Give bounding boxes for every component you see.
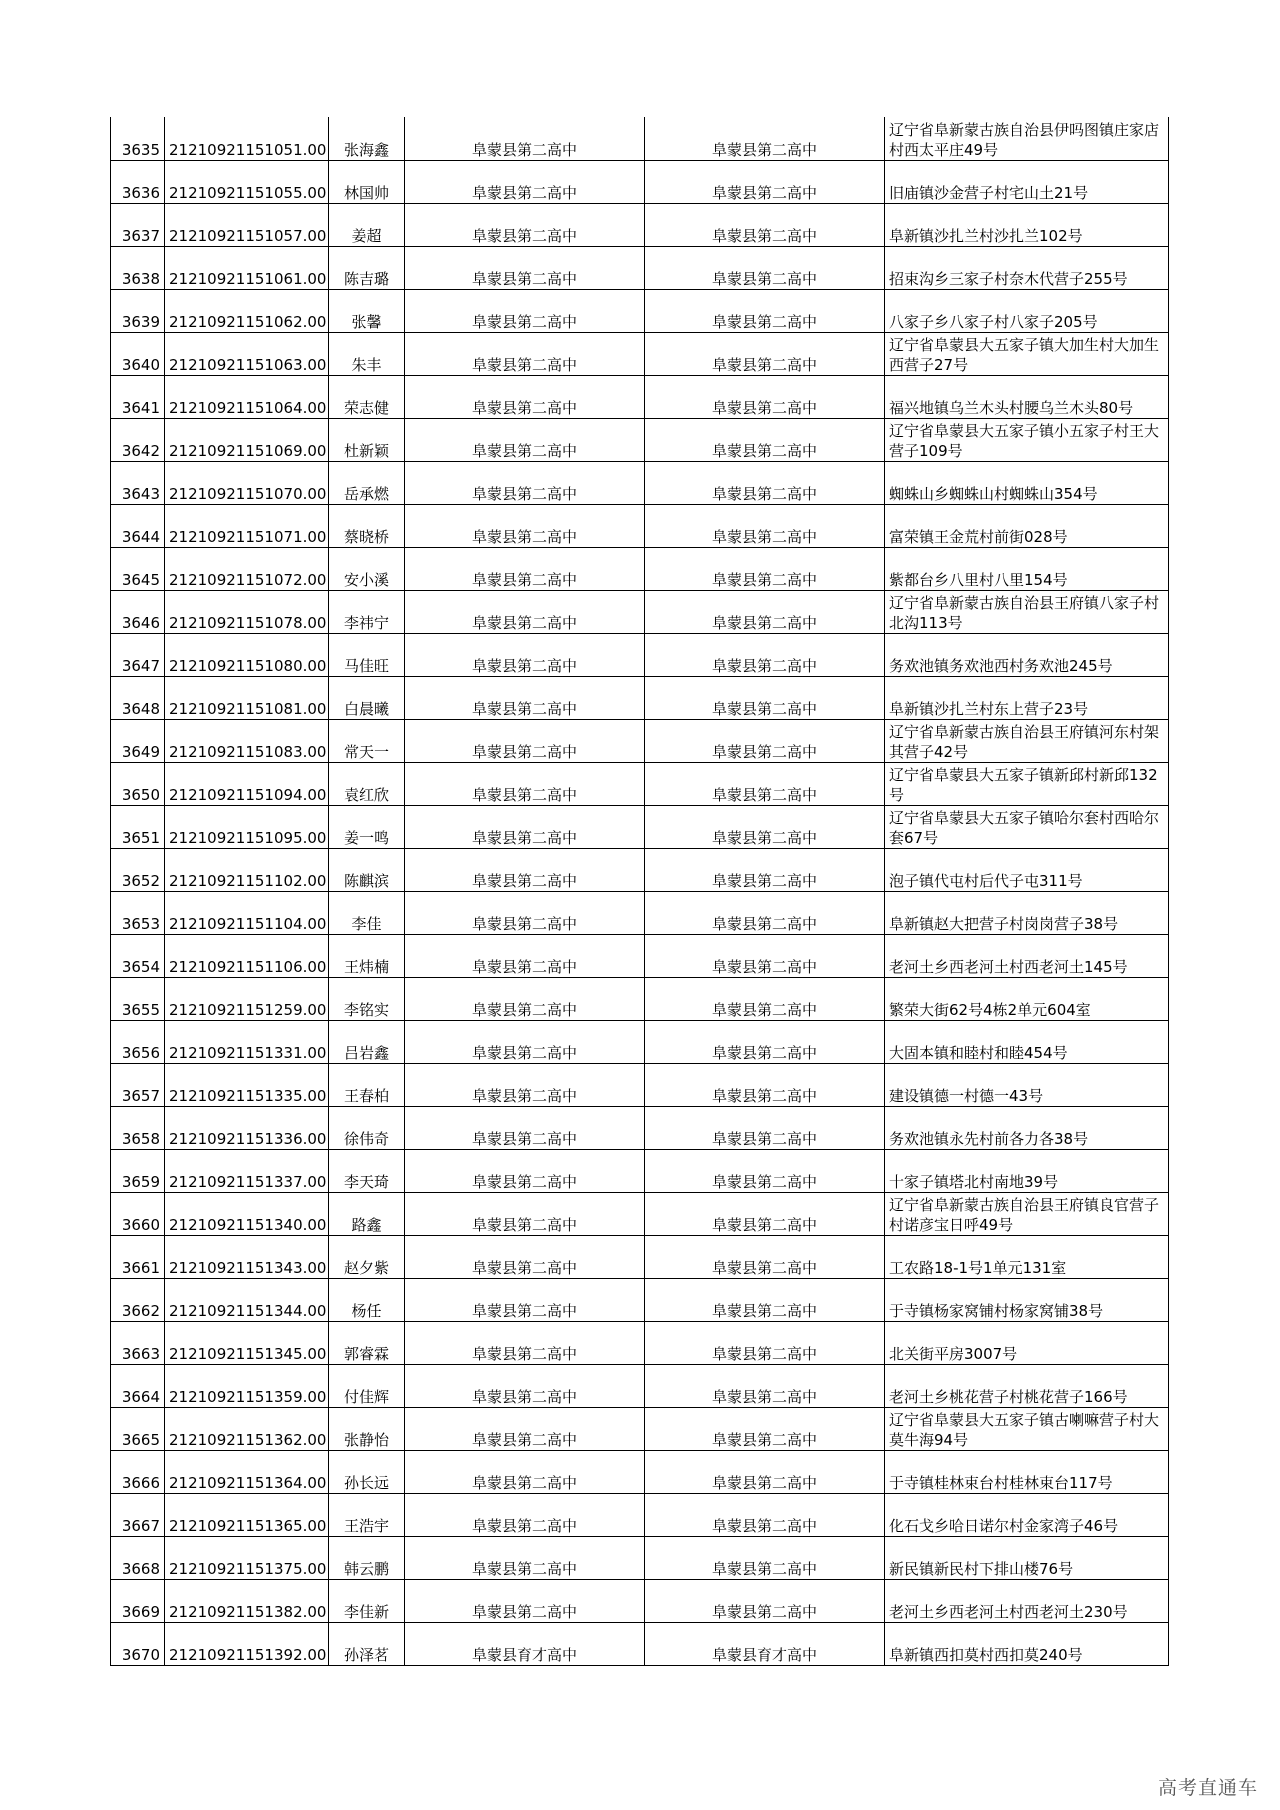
table-row: [111, 203, 1169, 246]
exam-id-cell: 21210921151069.00: [165, 418, 329, 461]
school-name-cell: 阜蒙县第二高中: [405, 719, 645, 762]
home-address-cell: 北关街平房3007号: [885, 1321, 1169, 1364]
student-name-cell: 王炜楠: [329, 934, 405, 977]
unit-name-cell: 阜蒙县第二高中: [645, 547, 885, 590]
home-address-cell: 辽宁省阜蒙县大五家子镇新邱村新邱132号: [885, 762, 1169, 805]
table-row: [111, 1149, 1169, 1192]
unit-name-cell: 阜蒙县第二高中: [645, 1493, 885, 1536]
unit-name-cell: 阜蒙县第二高中: [645, 1149, 885, 1192]
home-address-cell: 老河土乡西老河土村西老河土230号: [885, 1579, 1169, 1622]
watermark-text: 高考直通车: [1157, 1777, 1258, 1799]
exam-id-cell: 21210921151362.00: [165, 1407, 329, 1450]
exam-id-cell: 21210921151365.00: [165, 1493, 329, 1536]
home-address-cell: 于寺镇杨家窝铺村杨家窝铺38号: [885, 1278, 1169, 1321]
row-number-cell: 3664: [111, 1364, 165, 1407]
unit-name-cell: 阜蒙县第二高中: [645, 762, 885, 805]
home-address-cell: 务欢池镇永先村前各力各38号: [885, 1106, 1169, 1149]
row-number-cell: 3638: [111, 246, 165, 289]
school-name-cell: 阜蒙县第二高中: [405, 676, 645, 719]
student-name-cell: 常天一: [329, 719, 405, 762]
home-address-cell: 福兴地镇乌兰木头村腰乌兰木头80号: [885, 375, 1169, 418]
unit-name-cell: 阜蒙县第二高中: [645, 1450, 885, 1493]
school-name-cell: 阜蒙县第二高中: [405, 246, 645, 289]
student-name-cell: 袁红欣: [329, 762, 405, 805]
school-name-cell: 阜蒙县第二高中: [405, 160, 645, 203]
school-name-cell: 阜蒙县第二高中: [405, 203, 645, 246]
student-name-cell: 岳承燃: [329, 461, 405, 504]
student-name-cell: 路鑫: [329, 1192, 405, 1235]
home-address-cell: 辽宁省阜蒙县大五家子镇古喇嘛营子村大莫牛海94号: [885, 1407, 1169, 1450]
unit-name-cell: 阜蒙县第二高中: [645, 805, 885, 848]
unit-name-cell: 阜蒙县第二高中: [645, 1278, 885, 1321]
school-name-cell: 阜蒙县第二高中: [405, 1579, 645, 1622]
school-name-cell: 阜蒙县第二高中: [405, 1063, 645, 1106]
home-address-cell: 阜新镇沙扎兰村沙扎兰102号: [885, 203, 1169, 246]
row-number-cell: 3637: [111, 203, 165, 246]
row-number-cell: 3642: [111, 418, 165, 461]
row-number-cell: 3645: [111, 547, 165, 590]
school-name-cell: 阜蒙县第二高中: [405, 375, 645, 418]
table-row: [111, 1192, 1169, 1235]
unit-name-cell: 阜蒙县第二高中: [645, 461, 885, 504]
unit-name-cell: 阜蒙县第二高中: [645, 1407, 885, 1450]
unit-name-cell: 阜蒙县第二高中: [645, 1106, 885, 1149]
exam-id-cell: 21210921151345.00: [165, 1321, 329, 1364]
table-row: [111, 1407, 1169, 1450]
school-name-cell: 阜蒙县第二高中: [405, 934, 645, 977]
home-address-cell: 新民镇新民村下排山楼76号: [885, 1536, 1169, 1579]
school-name-cell: 阜蒙县第二高中: [405, 504, 645, 547]
student-name-cell: 张静怡: [329, 1407, 405, 1450]
student-name-cell: 安小溪: [329, 547, 405, 590]
student-name-cell: 姜超: [329, 203, 405, 246]
home-address-cell: 辽宁省阜新蒙古族自治县王府镇八家子村北沟113号: [885, 590, 1169, 633]
row-number-cell: 3648: [111, 676, 165, 719]
row-number-cell: 3658: [111, 1106, 165, 1149]
student-name-cell: 李天琦: [329, 1149, 405, 1192]
row-number-cell: 3662: [111, 1278, 165, 1321]
row-number-cell: 3657: [111, 1063, 165, 1106]
student-name-cell: 孙泽茗: [329, 1622, 405, 1665]
exam-id-cell: 21210921151063.00: [165, 332, 329, 375]
student-name-cell: 陈吉璐: [329, 246, 405, 289]
student-name-cell: 王浩宇: [329, 1493, 405, 1536]
table-row: [111, 504, 1169, 547]
school-name-cell: 阜蒙县第二高中: [405, 1321, 645, 1364]
school-name-cell: 阜蒙县第二高中: [405, 461, 645, 504]
student-name-cell: 杜新颖: [329, 418, 405, 461]
exam-id-cell: 21210921151095.00: [165, 805, 329, 848]
table-row: [111, 1364, 1169, 1407]
home-address-cell: 务欢池镇务欢池西村务欢池245号: [885, 633, 1169, 676]
exam-id-cell: 21210921151382.00: [165, 1579, 329, 1622]
exam-id-cell: 21210921151072.00: [165, 547, 329, 590]
school-name-cell: 阜蒙县第二高中: [405, 762, 645, 805]
row-number-cell: 3646: [111, 590, 165, 633]
exam-id-cell: 21210921151080.00: [165, 633, 329, 676]
exam-id-cell: 21210921151259.00: [165, 977, 329, 1020]
table-row: [111, 805, 1169, 848]
row-number-cell: 3670: [111, 1622, 165, 1665]
row-number-cell: 3640: [111, 332, 165, 375]
home-address-cell: 工农路18-1号1单元131室: [885, 1235, 1169, 1278]
table-row: [111, 1235, 1169, 1278]
table-row: [111, 719, 1169, 762]
school-name-cell: 阜蒙县第二高中: [405, 1278, 645, 1321]
school-name-cell: 阜蒙县第二高中: [405, 418, 645, 461]
row-number-cell: 3650: [111, 762, 165, 805]
row-number-cell: 3669: [111, 1579, 165, 1622]
exam-id-cell: 21210921151078.00: [165, 590, 329, 633]
school-name-cell: 阜蒙县第二高中: [405, 547, 645, 590]
unit-name-cell: 阜蒙县第二高中: [645, 590, 885, 633]
school-name-cell: 阜蒙县第二高中: [405, 332, 645, 375]
exam-id-cell: 21210921151331.00: [165, 1020, 329, 1063]
student-name-cell: 王春柏: [329, 1063, 405, 1106]
school-name-cell: 阜蒙县第二高中: [405, 1235, 645, 1278]
table-row: [111, 676, 1169, 719]
exam-id-cell: 21210921151337.00: [165, 1149, 329, 1192]
exam-id-cell: 21210921151340.00: [165, 1192, 329, 1235]
exam-id-cell: 21210921151057.00: [165, 203, 329, 246]
home-address-cell: 旧庙镇沙金营子村宅山土21号: [885, 160, 1169, 203]
student-name-cell: 杨任: [329, 1278, 405, 1321]
school-name-cell: 阜蒙县第二高中: [405, 805, 645, 848]
row-number-cell: 3643: [111, 461, 165, 504]
school-name-cell: 阜蒙县育才高中: [405, 1622, 645, 1665]
student-name-cell: 朱丰: [329, 332, 405, 375]
student-name-cell: 李佳: [329, 891, 405, 934]
school-name-cell: 阜蒙县第二高中: [405, 1106, 645, 1149]
home-address-cell: 十家子镇塔北村南地39号: [885, 1149, 1169, 1192]
student-name-cell: 孙长远: [329, 1450, 405, 1493]
school-name-cell: 阜蒙县第二高中: [405, 1536, 645, 1579]
unit-name-cell: 阜蒙县第二高中: [645, 504, 885, 547]
unit-name-cell: 阜蒙县第二高中: [645, 848, 885, 891]
exam-id-cell: 21210921151392.00: [165, 1622, 329, 1665]
unit-name-cell: 阜蒙县第二高中: [645, 1536, 885, 1579]
home-address-cell: 招束沟乡三家子村奈木代营子255号: [885, 246, 1169, 289]
home-address-cell: 泡子镇代屯村后代子屯311号: [885, 848, 1169, 891]
home-address-cell: 大固本镇和睦村和睦454号: [885, 1020, 1169, 1063]
row-number-cell: 3661: [111, 1235, 165, 1278]
school-name-cell: 阜蒙县第二高中: [405, 1493, 645, 1536]
exam-id-cell: 21210921151335.00: [165, 1063, 329, 1106]
school-name-cell: 阜蒙县第二高中: [405, 891, 645, 934]
student-name-cell: 郭睿霖: [329, 1321, 405, 1364]
table-row: [111, 1493, 1169, 1536]
unit-name-cell: 阜蒙县第二高中: [645, 246, 885, 289]
home-address-cell: 阜新镇西扣莫村西扣莫240号: [885, 1622, 1169, 1665]
home-address-cell: 辽宁省阜新蒙古族自治县王府镇良官营子村诺彦宝日呼49号: [885, 1192, 1169, 1235]
school-name-cell: 阜蒙县第二高中: [405, 848, 645, 891]
row-number-cell: 3655: [111, 977, 165, 1020]
school-name-cell: 阜蒙县第二高中: [405, 1020, 645, 1063]
unit-name-cell: 阜蒙县第二高中: [645, 719, 885, 762]
school-name-cell: 阜蒙县第二高中: [405, 289, 645, 332]
unit-name-cell: 阜蒙县第二高中: [645, 332, 885, 375]
row-number-cell: 3639: [111, 289, 165, 332]
home-address-cell: 老河土乡桃花营子村桃花营子166号: [885, 1364, 1169, 1407]
home-address-cell: 阜新镇沙扎兰村东上营子23号: [885, 676, 1169, 719]
table-row: [111, 1450, 1169, 1493]
table-row: [111, 891, 1169, 934]
table-row: [111, 1536, 1169, 1579]
row-number-cell: 3652: [111, 848, 165, 891]
table-row: [111, 1106, 1169, 1149]
student-name-cell: 李佳新: [329, 1579, 405, 1622]
student-name-cell: 付佳辉: [329, 1364, 405, 1407]
student-name-cell: 赵夕紫: [329, 1235, 405, 1278]
home-address-cell: 化石戈乡哈日诺尔村金家湾子46号: [885, 1493, 1169, 1536]
student-name-cell: 林国帅: [329, 160, 405, 203]
school-name-cell: 阜蒙县第二高中: [405, 117, 645, 160]
table-row: [111, 590, 1169, 633]
unit-name-cell: 阜蒙县第二高中: [645, 160, 885, 203]
unit-name-cell: 阜蒙县第二高中: [645, 117, 885, 160]
home-address-cell: 于寺镇桂林束台村桂林束台117号: [885, 1450, 1169, 1493]
table-row: [111, 375, 1169, 418]
unit-name-cell: 阜蒙县第二高中: [645, 934, 885, 977]
table-row: [111, 246, 1169, 289]
table-row: [111, 848, 1169, 891]
school-name-cell: 阜蒙县第二高中: [405, 590, 645, 633]
student-name-cell: 姜一鸣: [329, 805, 405, 848]
home-address-cell: 八家子乡八家子村八家子205号: [885, 289, 1169, 332]
unit-name-cell: 阜蒙县第二高中: [645, 633, 885, 676]
row-number-cell: 3659: [111, 1149, 165, 1192]
school-name-cell: 阜蒙县第二高中: [405, 633, 645, 676]
row-number-cell: 3635: [111, 117, 165, 160]
unit-name-cell: 阜蒙县第二高中: [645, 1063, 885, 1106]
row-number-cell: 3651: [111, 805, 165, 848]
home-address-cell: 老河土乡西老河土村西老河土145号: [885, 934, 1169, 977]
row-number-cell: 3641: [111, 375, 165, 418]
unit-name-cell: 阜蒙县第二高中: [645, 1020, 885, 1063]
home-address-cell: 辽宁省阜新蒙古族自治县伊吗图镇庄家店村西太平庄49号: [885, 117, 1169, 160]
row-number-cell: 3666: [111, 1450, 165, 1493]
table-row: [111, 1579, 1169, 1622]
unit-name-cell: 阜蒙县育才高中: [645, 1622, 885, 1665]
exam-id-cell: 21210921151055.00: [165, 160, 329, 203]
exam-id-cell: 21210921151071.00: [165, 504, 329, 547]
exam-id-cell: 21210921151336.00: [165, 1106, 329, 1149]
row-number-cell: 3653: [111, 891, 165, 934]
table-row: [111, 160, 1169, 203]
student-name-cell: 白晨曦: [329, 676, 405, 719]
student-name-cell: 荣志健: [329, 375, 405, 418]
unit-name-cell: 阜蒙县第二高中: [645, 1364, 885, 1407]
exam-id-cell: 21210921151064.00: [165, 375, 329, 418]
unit-name-cell: 阜蒙县第二高中: [645, 203, 885, 246]
table-row: [111, 418, 1169, 461]
student-name-cell: 蔡晓桥: [329, 504, 405, 547]
row-number-cell: 3663: [111, 1321, 165, 1364]
table-row: [111, 461, 1169, 504]
row-number-cell: 3654: [111, 934, 165, 977]
home-address-cell: 紫都台乡八里村八里154号: [885, 547, 1169, 590]
exam-id-cell: 21210921151083.00: [165, 719, 329, 762]
home-address-cell: 辽宁省阜新蒙古族自治县王府镇河东村架其营子42号: [885, 719, 1169, 762]
student-name-cell: 徐伟奇: [329, 1106, 405, 1149]
student-name-cell: 马佳旺: [329, 633, 405, 676]
row-number-cell: 3649: [111, 719, 165, 762]
home-address-cell: 辽宁省阜蒙县大五家子镇小五家子村王大营子109号: [885, 418, 1169, 461]
exam-id-cell: 21210921151359.00: [165, 1364, 329, 1407]
student-name-cell: 陈麒滨: [329, 848, 405, 891]
unit-name-cell: 阜蒙县第二高中: [645, 977, 885, 1020]
table-row: [111, 1278, 1169, 1321]
exam-id-cell: 21210921151106.00: [165, 934, 329, 977]
row-number-cell: 3665: [111, 1407, 165, 1450]
home-address-cell: 蜘蛛山乡蜘蛛山村蜘蛛山354号: [885, 461, 1169, 504]
exam-id-cell: 21210921151051.00: [165, 117, 329, 160]
unit-name-cell: 阜蒙县第二高中: [645, 289, 885, 332]
school-name-cell: 阜蒙县第二高中: [405, 1450, 645, 1493]
unit-name-cell: 阜蒙县第二高中: [645, 1235, 885, 1278]
school-name-cell: 阜蒙县第二高中: [405, 1149, 645, 1192]
table-row: [111, 547, 1169, 590]
row-number-cell: 3667: [111, 1493, 165, 1536]
unit-name-cell: 阜蒙县第二高中: [645, 375, 885, 418]
exam-id-cell: 21210921151070.00: [165, 461, 329, 504]
table-row: [111, 1622, 1169, 1665]
unit-name-cell: 阜蒙县第二高中: [645, 418, 885, 461]
row-number-cell: 3656: [111, 1020, 165, 1063]
row-number-cell: 3647: [111, 633, 165, 676]
table-row: [111, 934, 1169, 977]
school-name-cell: 阜蒙县第二高中: [405, 977, 645, 1020]
student-name-cell: 张海鑫: [329, 117, 405, 160]
exam-id-cell: 21210921151081.00: [165, 676, 329, 719]
row-number-cell: 3660: [111, 1192, 165, 1235]
student-name-cell: 张馨: [329, 289, 405, 332]
unit-name-cell: 阜蒙县第二高中: [645, 1321, 885, 1364]
table-row: [111, 289, 1169, 332]
home-address-cell: 阜新镇赵大把营子村岗岗营子38号: [885, 891, 1169, 934]
student-name-cell: 吕岩鑫: [329, 1020, 405, 1063]
home-address-cell: 繁荣大街62号4栋2单元604室: [885, 977, 1169, 1020]
student-table-body: [111, 117, 1169, 1665]
home-address-cell: 建设镇德一村德一43号: [885, 1063, 1169, 1106]
row-number-cell: 3636: [111, 160, 165, 203]
home-address-cell: 辽宁省阜蒙县大五家子镇哈尔套村西哈尔套67号: [885, 805, 1169, 848]
table-row: [111, 117, 1169, 160]
unit-name-cell: 阜蒙县第二高中: [645, 676, 885, 719]
row-number-cell: 3644: [111, 504, 165, 547]
exam-id-cell: 21210921151102.00: [165, 848, 329, 891]
school-name-cell: 阜蒙县第二高中: [405, 1407, 645, 1450]
exam-id-cell: 21210921151375.00: [165, 1536, 329, 1579]
table-row: [111, 1020, 1169, 1063]
exam-id-cell: 21210921151344.00: [165, 1278, 329, 1321]
exam-id-cell: 21210921151104.00: [165, 891, 329, 934]
table-row: [111, 762, 1169, 805]
student-name-cell: 韩云鹏: [329, 1536, 405, 1579]
school-name-cell: 阜蒙县第二高中: [405, 1192, 645, 1235]
home-address-cell: 富荣镇王金荒村前街028号: [885, 504, 1169, 547]
exam-id-cell: 21210921151062.00: [165, 289, 329, 332]
unit-name-cell: 阜蒙县第二高中: [645, 1192, 885, 1235]
exam-id-cell: 21210921151094.00: [165, 762, 329, 805]
table-row: [111, 1321, 1169, 1364]
school-name-cell: 阜蒙县第二高中: [405, 1364, 645, 1407]
student-table: [110, 117, 1169, 1666]
table-row: [111, 977, 1169, 1020]
row-number-cell: 3668: [111, 1536, 165, 1579]
unit-name-cell: 阜蒙县第二高中: [645, 891, 885, 934]
table-row: [111, 332, 1169, 375]
table-row: [111, 1063, 1169, 1106]
table-row: [111, 633, 1169, 676]
home-address-cell: 辽宁省阜蒙县大五家子镇大加生村大加生西营子27号: [885, 332, 1169, 375]
exam-id-cell: 21210921151061.00: [165, 246, 329, 289]
student-name-cell: 李祎宁: [329, 590, 405, 633]
unit-name-cell: 阜蒙县第二高中: [645, 1579, 885, 1622]
exam-id-cell: 21210921151343.00: [165, 1235, 329, 1278]
student-name-cell: 李铭实: [329, 977, 405, 1020]
exam-id-cell: 21210921151364.00: [165, 1450, 329, 1493]
